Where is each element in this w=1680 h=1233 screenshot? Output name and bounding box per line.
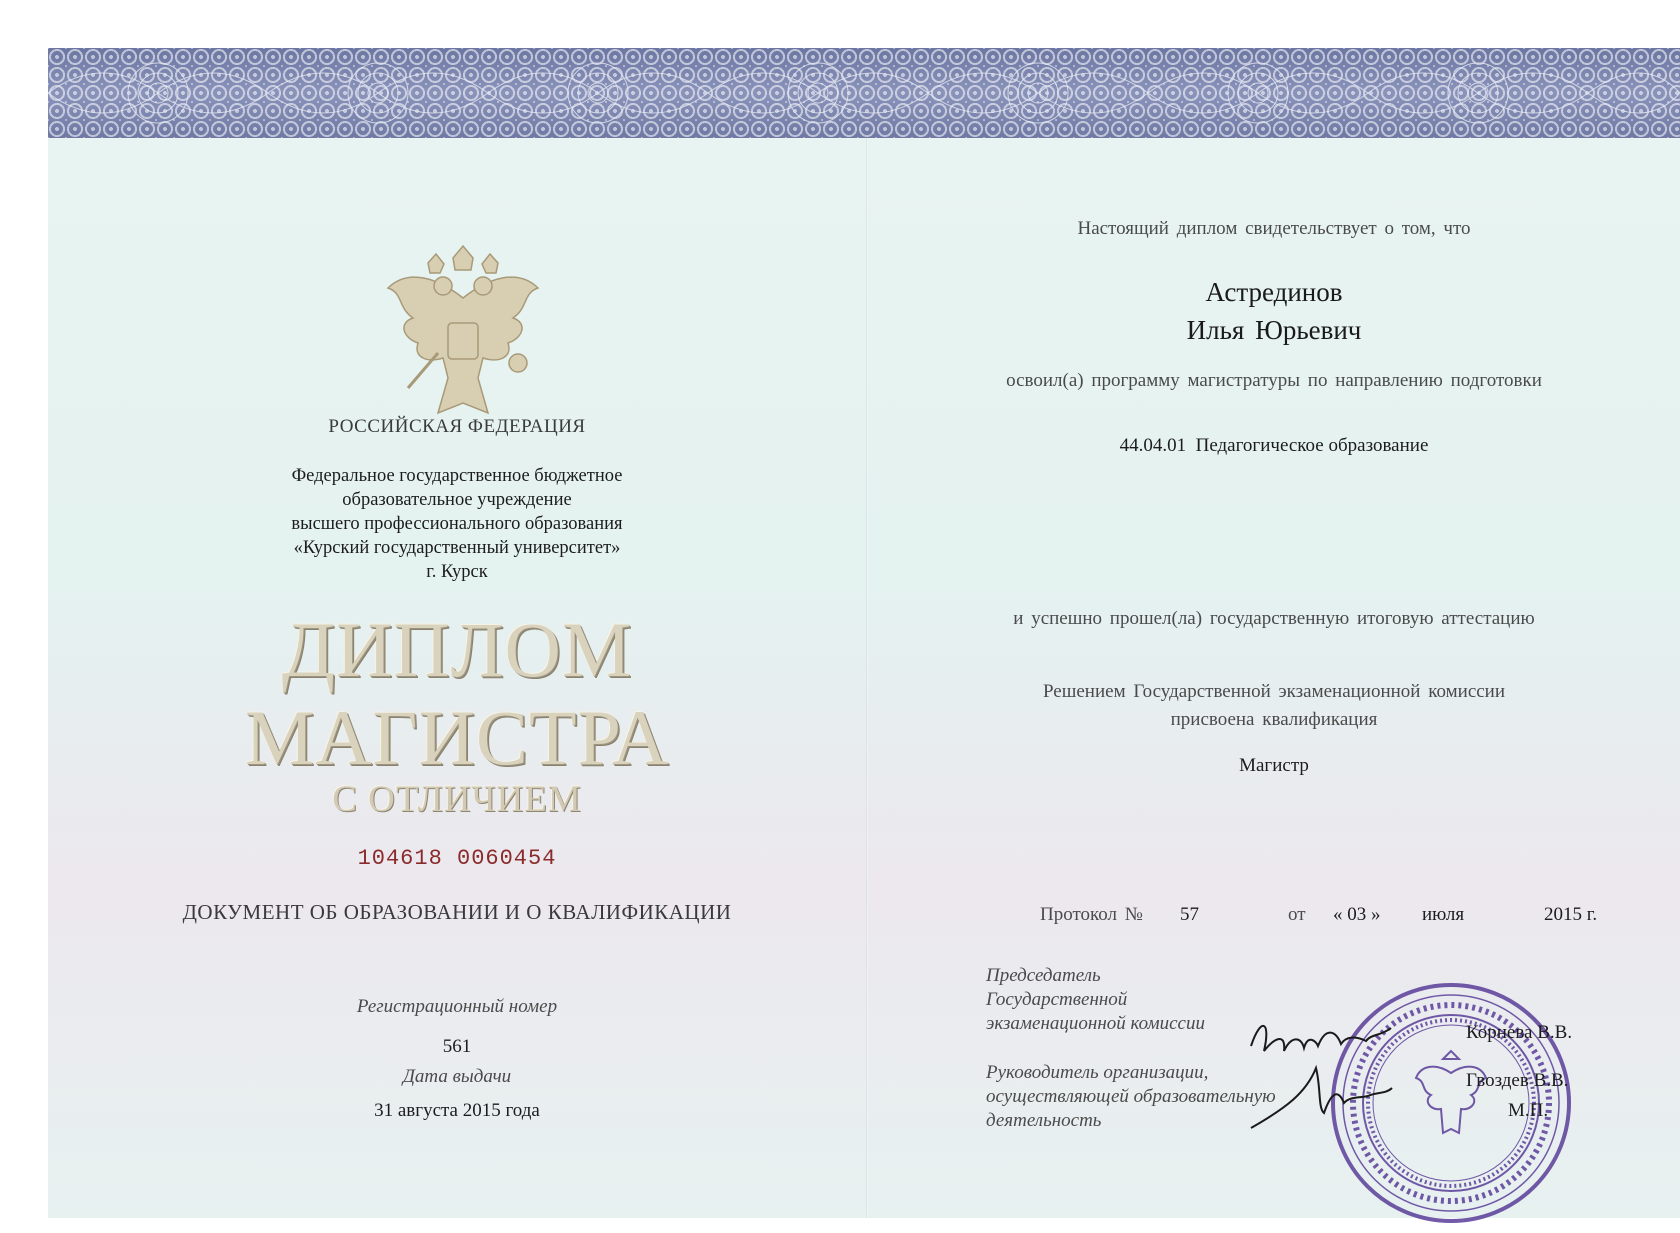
document-type: ДОКУМЕНТ ОБ ОБРАЗОВАНИИ И О КВАЛИФИКАЦИИ [182,900,732,924]
head-signature-icon [1246,1058,1396,1133]
chair-title-line: Председатель [986,965,1101,986]
protocol-year: 2015 г. [1544,904,1598,925]
guilloche-ornament-band [48,48,1680,138]
attestation-line: и успешно прошел(ла) государственную итоговую аттестацию [1013,608,1535,629]
protocol-number: 57 [1180,904,1199,925]
institution-name [48,464,866,584]
mastered-program-line: освоил(а) программу магистратуры по направлению подготовки [1006,370,1542,391]
double-headed-eagle-emblem-icon [368,238,558,428]
title-diploma: ДИПЛОМ [281,606,633,693]
country-name: РОССИЙСКАЯ ФЕДЕРАЦИЯ [328,416,586,437]
issue-date-label: Дата выдачи [402,1066,512,1087]
registration-label: Регистрационный номер [356,996,558,1017]
title-with-honors: С ОТЛИЧИЕМ [332,779,582,820]
chair-title-line: Государственной [986,989,1128,1010]
chair-title [986,964,1205,1036]
issue-date: 31 августа 2015 года [374,1100,540,1121]
registration-number: 561 [442,1036,472,1057]
chair-title-line: экзаменационной комиссии [986,1013,1205,1034]
diploma-sheet [48,48,1680,1218]
head-title-line: Руководитель организации, [986,1062,1209,1083]
protocol-month: июля [1422,904,1465,925]
decision-line-1: Решением Государственной экзаменационной комиссии [1042,681,1506,702]
protocol-label: Протокол № [1040,904,1143,925]
institution-line: Федеральное государственное бюджетное [291,466,623,486]
decision-line-2: присвоена квалификация [1170,709,1378,730]
chair-name: Корнева В.В. [1466,1022,1573,1043]
program [868,435,1680,457]
protocol-from: от [1288,904,1306,925]
protocol-day: « 03 » [1333,904,1381,925]
head-name: Гвоздев В.В. [1466,1070,1569,1091]
institution-line: г. Курск [426,562,488,582]
program-code: 44.04.01 [1119,435,1187,456]
program-name: Педагогическое образование [1195,435,1429,456]
right-panel [868,138,1680,1218]
institution-line: «Курский государственный университет» [293,538,621,558]
title-master: МАГИСТРА [244,694,670,781]
head-title-line: осуществляющей образовательную [986,1086,1276,1107]
serial-number: 104618 0060454 [357,846,557,871]
head-title [986,1061,1276,1133]
institution-line: образовательное учреждение [342,490,572,510]
seal-place-mark: М.П. [1508,1100,1549,1121]
graduate-given-names: Илья Юрьевич [1186,315,1362,345]
head-title-line: деятельность [986,1110,1102,1131]
graduate-surname: Астрединов [1205,277,1343,307]
left-panel [48,138,866,1218]
institution-line: высшего профессионального образования [291,514,623,534]
rosette-pattern [48,48,1680,138]
qualification: Магистр [1239,755,1309,776]
intro-line: Настоящий диплом свидетельствует о том, что [1077,218,1471,239]
